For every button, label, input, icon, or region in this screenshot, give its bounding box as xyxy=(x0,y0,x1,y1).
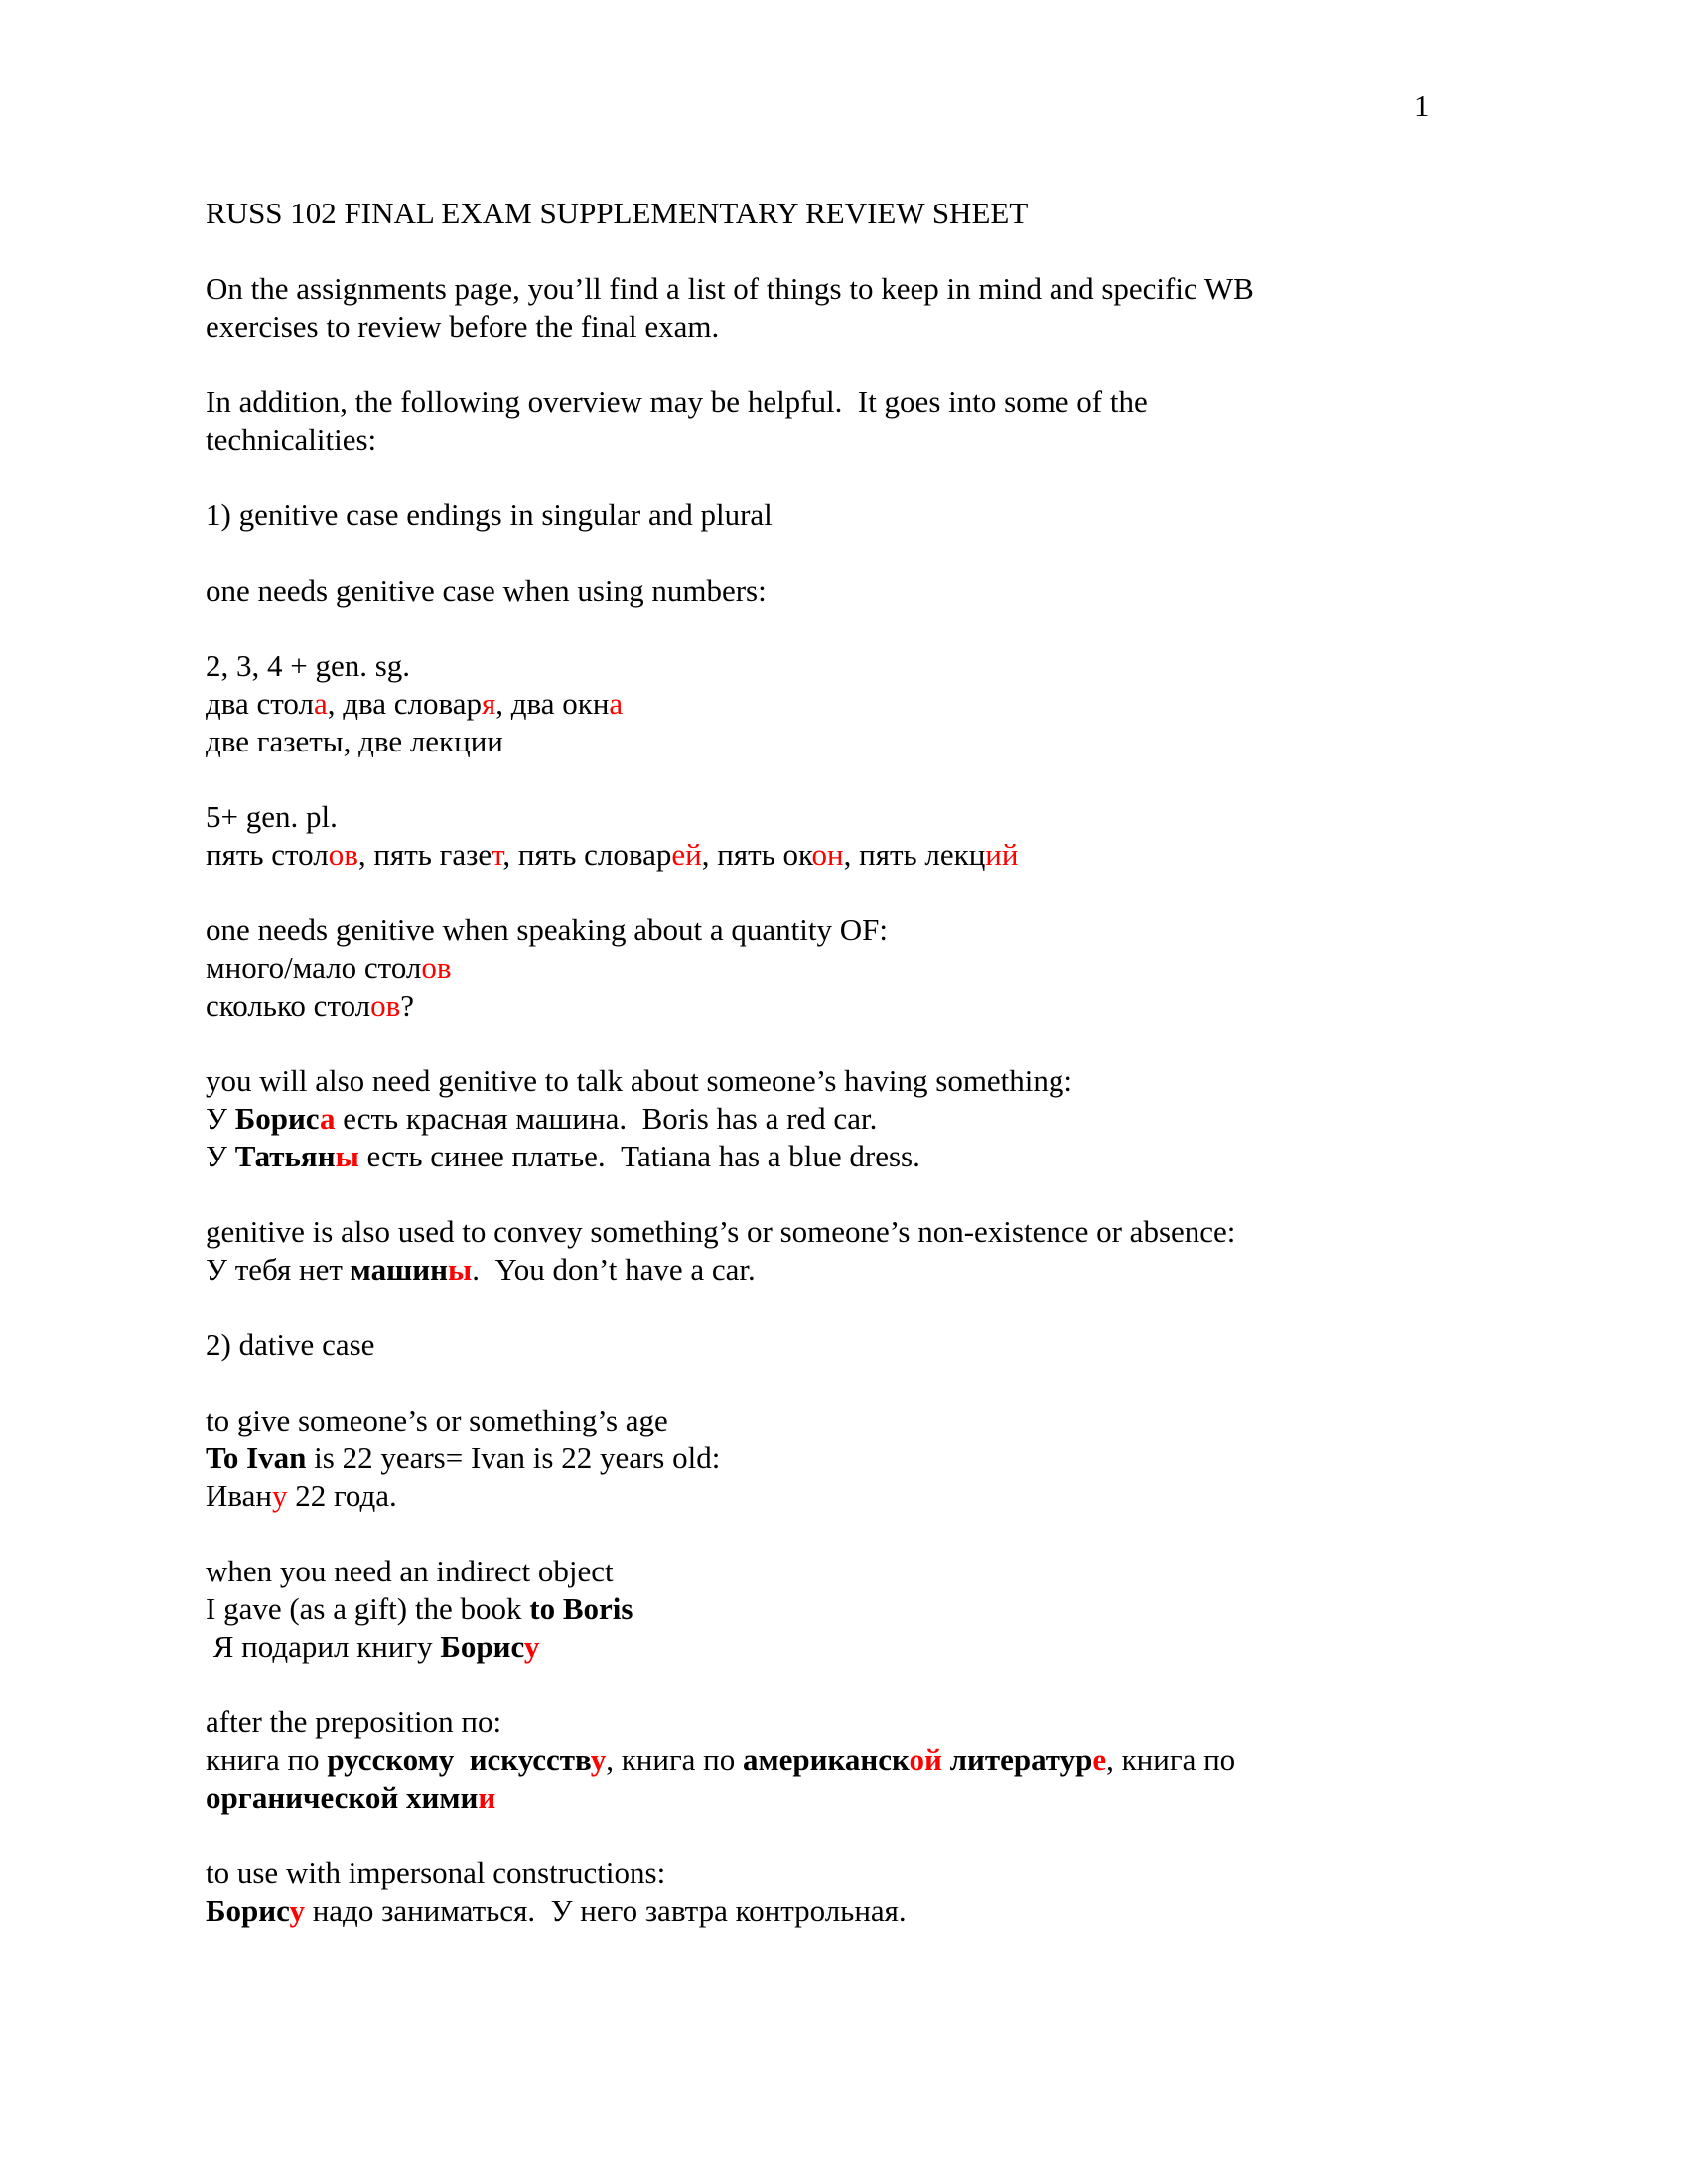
text-line xyxy=(206,1741,1516,1779)
text-line xyxy=(206,647,1516,685)
highlighted-ending: у xyxy=(523,1629,540,1664)
text-span: , книга по xyxy=(1106,1742,1236,1777)
intro-paragraph-2 xyxy=(206,383,1516,459)
text-span: 2) dative case xyxy=(206,1327,375,1362)
text-line xyxy=(206,949,1516,987)
text-span: . You don’t have a car. xyxy=(472,1252,756,1287)
text-line xyxy=(206,987,1516,1024)
text-span: русскому искусств xyxy=(327,1742,591,1777)
text-line xyxy=(206,1213,1516,1251)
highlighted-ending: у xyxy=(590,1742,607,1777)
text-span: , книга по xyxy=(606,1742,744,1777)
genitive-absence xyxy=(206,1213,1516,1289)
highlighted-ending: ой xyxy=(909,1742,942,1777)
text-line xyxy=(206,421,1516,459)
text-span: after the preposition по: xyxy=(206,1705,502,1739)
highlighted-ending: а xyxy=(313,686,328,721)
text-line xyxy=(206,911,1516,949)
text-span: литератур xyxy=(941,1742,1093,1777)
text-line xyxy=(206,1062,1516,1100)
text-span: , два словар xyxy=(327,686,482,721)
text-line xyxy=(206,798,1516,836)
text-line xyxy=(206,1892,1516,1930)
text-span: is 22 years= Ivan is 22 years old: xyxy=(306,1440,721,1475)
text-span: органической хими xyxy=(206,1780,479,1815)
highlighted-ending: ей xyxy=(671,837,702,872)
section-2-heading xyxy=(206,1326,1516,1364)
text-line xyxy=(206,1251,1516,1289)
text-line xyxy=(206,1326,1516,1364)
text-line xyxy=(206,1138,1516,1175)
text-line xyxy=(206,1100,1516,1138)
text-span: , пять лекц xyxy=(843,837,986,872)
text-line xyxy=(206,1590,1516,1628)
highlighted-ending: ов xyxy=(370,988,401,1023)
text-span: есть синее платье. Tatiana has a blue dress. xyxy=(358,1139,920,1173)
highlighted-ending: т xyxy=(492,837,503,872)
text-span: надо заниматься. У него завтра контрольная. xyxy=(304,1893,907,1928)
highlighted-ending: у xyxy=(289,1893,305,1928)
text-span: one needs genitive when speaking about a quantity OF: xyxy=(206,912,889,947)
text-span: ? xyxy=(400,988,415,1023)
text-span: , пять газе xyxy=(357,837,492,872)
text-span: есть красная машина. Boris has a red car. xyxy=(335,1101,878,1136)
highlighted-ending: ы xyxy=(447,1252,473,1287)
text-span: два стол xyxy=(206,686,314,721)
text-span: пять стол xyxy=(206,837,329,872)
text-span: машин xyxy=(350,1252,448,1287)
text-span: Татьян xyxy=(234,1139,336,1173)
text-span: сколько стол xyxy=(206,988,371,1023)
text-span: Иван xyxy=(206,1478,272,1513)
text-line xyxy=(206,723,1516,760)
text-span: , пять ок xyxy=(701,837,812,872)
document-body xyxy=(206,195,1516,1968)
highlighted-ending: он xyxy=(811,837,844,872)
text-line xyxy=(206,308,1516,345)
text-span: У тебя нет xyxy=(206,1252,351,1287)
highlighted-ending: ий xyxy=(985,837,1019,872)
text-span: две газеты, две лекции xyxy=(206,724,503,758)
page-number: 1 xyxy=(1414,88,1430,123)
text-span: RUSS 102 FINAL EXAM SUPPLEMENTARY REVIEW SHEET xyxy=(206,196,1029,230)
text-span: genitive is also used to convey something’s or someone’s non-existence or absence: xyxy=(206,1214,1236,1249)
text-line xyxy=(206,1477,1516,1515)
text-span: , пять словар xyxy=(502,837,672,872)
dative-age xyxy=(206,1402,1516,1515)
text-span: technicalities: xyxy=(206,422,377,457)
text-span: when you need an indirect object xyxy=(206,1554,614,1588)
genitive-singular-examples xyxy=(206,647,1516,760)
text-span: 22 года. xyxy=(287,1478,397,1513)
genitive-quantity xyxy=(206,911,1516,1024)
text-span: Борис xyxy=(206,1893,290,1928)
text-span: Борис xyxy=(234,1101,320,1136)
genitive-having xyxy=(206,1062,1516,1175)
text-span: In addition, the following overview may be helpful. It goes into some of the xyxy=(206,384,1148,419)
text-line xyxy=(206,1854,1516,1892)
highlighted-ending: и xyxy=(478,1780,496,1815)
text-line xyxy=(206,195,1516,232)
highlighted-ending: ов xyxy=(421,950,452,985)
text-span: , два окн xyxy=(495,686,610,721)
text-span: много/мало стол xyxy=(206,950,422,985)
text-span: 5+ gen. pl. xyxy=(206,799,338,834)
text-line xyxy=(206,572,1516,610)
text-span: On the assignments page, you’ll find a list of things to keep in mind and specific WB xyxy=(206,271,1254,306)
text-line xyxy=(206,685,1516,723)
highlighted-ending: я xyxy=(481,686,496,721)
text-line xyxy=(206,1402,1516,1439)
document-title xyxy=(206,195,1516,232)
text-span: У xyxy=(206,1139,235,1173)
text-span: to use with impersonal constructions: xyxy=(206,1855,666,1890)
highlighted-ending: ы xyxy=(335,1139,359,1173)
text-span: американск xyxy=(743,1742,910,1777)
text-line xyxy=(206,1779,1516,1817)
text-span: one needs genitive case when using numbers: xyxy=(206,573,767,608)
text-span: 2, 3, 4 + gen. sg. xyxy=(206,648,411,683)
text-span: To Ivan xyxy=(206,1440,307,1475)
text-span: to Boris xyxy=(529,1591,633,1626)
genitive-plural-examples xyxy=(206,798,1516,874)
dative-preposition-po xyxy=(206,1704,1516,1817)
dative-indirect-object xyxy=(206,1553,1516,1666)
highlighted-ending: а xyxy=(609,686,624,721)
genitive-numbers-intro xyxy=(206,572,1516,610)
text-span: Я подарил книгу xyxy=(206,1629,441,1664)
dative-impersonal xyxy=(206,1854,1516,1930)
text-line xyxy=(206,1628,1516,1666)
text-line xyxy=(206,383,1516,421)
text-span: you will also need genitive to talk about someone’s having something: xyxy=(206,1063,1073,1098)
text-span: to give someone’s or something’s age xyxy=(206,1403,668,1437)
highlighted-ending: ов xyxy=(328,837,358,872)
section-1-heading xyxy=(206,496,1516,534)
text-line xyxy=(206,836,1516,874)
text-span: 1) genitive case endings in singular and plural xyxy=(206,497,773,532)
text-line xyxy=(206,496,1516,534)
text-span: книга по xyxy=(206,1742,328,1777)
intro-paragraph xyxy=(206,270,1516,345)
text-line xyxy=(206,270,1516,308)
text-span: Борис xyxy=(440,1629,524,1664)
highlighted-ending: у xyxy=(271,1478,288,1513)
text-span: I gave (as a gift) the book xyxy=(206,1591,530,1626)
text-span: У xyxy=(206,1101,235,1136)
highlighted-ending: е xyxy=(1092,1742,1107,1777)
highlighted-ending: а xyxy=(319,1101,336,1136)
text-line xyxy=(206,1553,1516,1590)
text-span: exercises to review before the final exam. xyxy=(206,309,720,343)
text-line xyxy=(206,1439,1516,1477)
text-line xyxy=(206,1704,1516,1741)
